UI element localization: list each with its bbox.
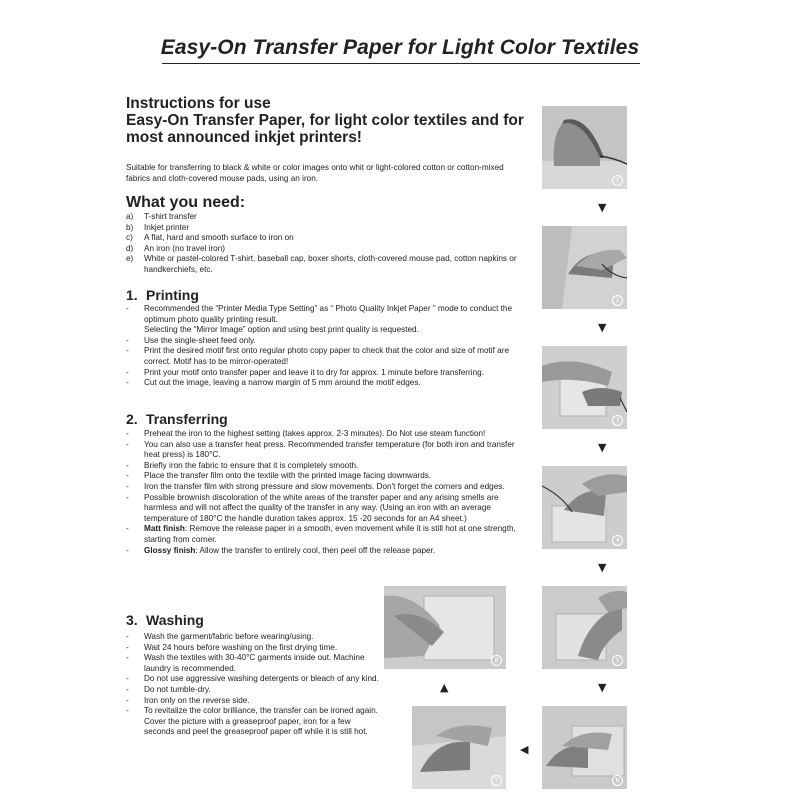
suitable-paragraph: Suitable for transferring to black & white or color images onto whit or light-colored cotton or cotton-mixed fabrics and cloth-covered mouse pads, using an iron. (126, 163, 504, 183)
bullet-dash: - (126, 642, 129, 652)
intro-line: most announced inkjet printers! (126, 129, 362, 146)
bullet-dash: - (126, 304, 129, 313)
intro-line: Easy-On Transfer Paper, for light color textiles and for (126, 112, 524, 129)
step-photo-placing-transfer (542, 346, 627, 429)
list-item (126, 471, 524, 482)
item-body (144, 461, 358, 472)
item-body (144, 368, 484, 379)
item-bold-label: Matt finish (144, 524, 185, 534)
bullet-dash: - (126, 429, 129, 438)
item-text: Iron only on the reverse side. (144, 695, 250, 705)
step-photo-pressing-iron (542, 466, 627, 549)
bullet-dash: - (126, 460, 129, 470)
washing-heading (126, 612, 204, 628)
item-text: Print the desired motif first onto regular photo copy paper to check that the color and size of motif are correct. Motif has to be mirror-operated! (144, 346, 509, 366)
what-you-need-list (126, 212, 526, 276)
list-item (126, 336, 526, 347)
list-item (126, 346, 526, 367)
need-item (126, 212, 526, 223)
item-text: Inkjet printer (144, 222, 190, 232)
step-number: 5 (612, 655, 623, 666)
step-photo-ironing-fabric (542, 226, 627, 309)
bullet-dash: - (126, 684, 129, 694)
list-item (126, 632, 382, 643)
arrow-down-icon: ▼ (598, 201, 607, 214)
arrow-left-icon: ◀ (520, 743, 529, 756)
item-text: : Allow the transfer to entirely cool, then peel off the release paper. (195, 545, 436, 555)
item-text: Use the single-sheet feed only. (144, 335, 256, 345)
list-item (126, 685, 382, 696)
item-text: Wait 24 hours before washing on the first drying time. (144, 642, 338, 652)
bullet-dash: - (126, 695, 129, 705)
arrow-down-icon: ▼ (598, 681, 607, 694)
item-body (144, 546, 435, 557)
bullet-dash: - (126, 545, 129, 555)
bullet-dash: - (126, 439, 129, 449)
list-item (126, 368, 526, 379)
printing-heading (126, 287, 199, 303)
list-item (126, 643, 382, 654)
step-photo-iron (542, 106, 627, 189)
need-item (126, 244, 526, 255)
bullet-dash: - (126, 492, 129, 502)
item-text: A flat, hard and smooth surface to iron on (144, 233, 294, 243)
section-number: 1. (126, 287, 138, 303)
item-text: An iron (no travel iron) (144, 243, 225, 253)
item-text: Do not tumble-dry. (144, 684, 211, 694)
bullet-dash: - (126, 632, 129, 641)
item-body (144, 524, 524, 545)
item-body (144, 674, 379, 685)
item-text: : Remove the release paper in a smooth, even movement while it is still hot at one strength, starting from corner. (144, 524, 516, 544)
printing-list (126, 304, 526, 389)
section-title: Washing (146, 612, 204, 628)
item-text: Do not use aggressive washing detergents or bleach of any kind. (144, 674, 379, 684)
item-letter: d) (126, 243, 134, 253)
item-letter: a) (126, 212, 134, 221)
item-text: Preheat the iron to the highest setting (takes approx. 2-3 minutes). Do Not use steam function! (144, 429, 486, 438)
item-bold-label: Glossy finish (144, 545, 196, 555)
bullet-dash: - (126, 378, 129, 388)
item-body (144, 653, 382, 674)
item-body (144, 429, 485, 440)
bullet-dash: - (126, 471, 129, 481)
arrow-down-icon: ▼ (598, 321, 607, 334)
list-item (126, 696, 382, 707)
item-body (144, 643, 337, 654)
item-body (144, 685, 211, 696)
what-you-need-heading: What you need: (126, 194, 246, 211)
item-body (144, 346, 526, 367)
list-item (126, 674, 382, 685)
item-text: Wash the textiles with 30-40°C garments inside out. Machine laundry is recommended. (144, 653, 365, 673)
arrow-up-icon: ▲ (440, 681, 449, 694)
list-item (126, 440, 524, 461)
step-number: 7 (491, 775, 502, 786)
item-body (144, 706, 382, 738)
transferring-heading (126, 411, 228, 427)
step-number: 3 (612, 415, 623, 426)
step-number: 4 (612, 535, 623, 546)
list-item (126, 493, 524, 525)
list-item (126, 429, 524, 440)
need-item (126, 254, 526, 275)
document-title: Easy-On Transfer Paper for Light Color Textiles (160, 36, 640, 59)
item-text: White or pastel-colored T-shirt, baseball cap, boxer shorts, cloth-covered mouse pad, cotton napkins or handkerchiefs, etc. (144, 254, 517, 274)
item-body (144, 440, 524, 461)
item-letter: b) (126, 222, 134, 232)
step-photo-peel-off (384, 586, 506, 669)
list-item (126, 524, 524, 545)
list-item (126, 706, 382, 738)
list-item (126, 546, 524, 557)
item-body (144, 493, 524, 525)
list-item (126, 482, 524, 493)
washing-list (126, 632, 382, 738)
item-text: Cut out the image, leaving a narrow margin of 5 mm around the motif edges. (144, 378, 421, 388)
arrow-down-icon: ▼ (598, 441, 607, 454)
step-number: 1 (612, 175, 623, 186)
bullet-dash: - (126, 674, 129, 684)
bullet-dash: - (126, 706, 129, 716)
step-number: 2 (612, 295, 623, 306)
bullet-dash: - (126, 481, 129, 491)
step-photo-ironing-cover (542, 706, 627, 789)
intro-heading (126, 95, 546, 146)
bullet-dash: - (126, 367, 129, 377)
step-photo-ironing-transfer (542, 586, 627, 669)
step-photo-reverse-iron (412, 706, 506, 789)
item-text: Briefly iron the fabric to ensure that it is completely smooth. (144, 460, 359, 470)
list-item (126, 378, 526, 389)
title-underline (162, 63, 640, 64)
item-body (144, 482, 505, 493)
item-text: T-shirt transfer (144, 212, 197, 221)
transferring-list (126, 429, 524, 556)
section-title: Transferring (146, 411, 228, 427)
list-item (126, 461, 524, 472)
step-number: 6 (612, 775, 623, 786)
item-body (144, 471, 431, 482)
bullet-dash: - (126, 524, 129, 534)
need-item (126, 223, 526, 234)
item-body (144, 336, 256, 347)
item-text: Print your motif onto transfer paper and leave it to dry for approx. 1 minute before transferring. (144, 367, 484, 377)
need-item (126, 233, 526, 244)
item-body (144, 378, 421, 389)
list-item (126, 304, 526, 336)
item-text: To revitalize the color brilliance, the transfer can be ironed again. Cover the picture with a greaseproof paper, iron for a few seconds and peel the greaseproof paper off while it is still hot. (144, 706, 378, 737)
item-text: Possible brownish discoloration of the white areas of the transfer paper and any arising smells are harmless and will not affect the quality of the transfer in any way. (Using an iron with an average temperature of 180°C the handle duration takes approx. 15 -20 seconds for an A4 sheet.) (144, 492, 499, 523)
bullet-dash: - (126, 346, 129, 356)
section-title: Printing (146, 287, 199, 303)
intro-line: Instructions for use (126, 95, 271, 112)
item-body (144, 304, 526, 336)
item-text: Place the transfer film onto the textile with the printed image facing downwards. (144, 471, 432, 481)
section-number: 3. (126, 612, 138, 628)
section-number: 2. (126, 411, 138, 427)
bullet-dash: - (126, 335, 129, 345)
list-item (126, 653, 382, 674)
item-text: Wash the garment/fabric before wearing/using. (144, 632, 314, 641)
item-body (144, 632, 313, 643)
item-letter: e) (126, 254, 134, 264)
item-text: Recommended the “Printer Media Type Setting” as “ Photo Quality Inkjet Paper ” mode to conduct the optimum photo quality printing result. Selecting the “Mirror Image” option and using best print quality is requested. (144, 304, 513, 335)
arrow-down-icon: ▼ (598, 561, 607, 574)
item-body (144, 696, 250, 707)
item-letter: c) (126, 233, 133, 243)
bullet-dash: - (126, 653, 129, 663)
item-text: You can also use a transfer heat press. Recommended transfer temperature (for both iron and transfer heat press) is 180°C. (144, 439, 515, 460)
item-text: Iron the transfer film with strong pressure and slow movements. Don't forget the corners and edges. (144, 481, 505, 491)
step-number: 8 (491, 655, 502, 666)
